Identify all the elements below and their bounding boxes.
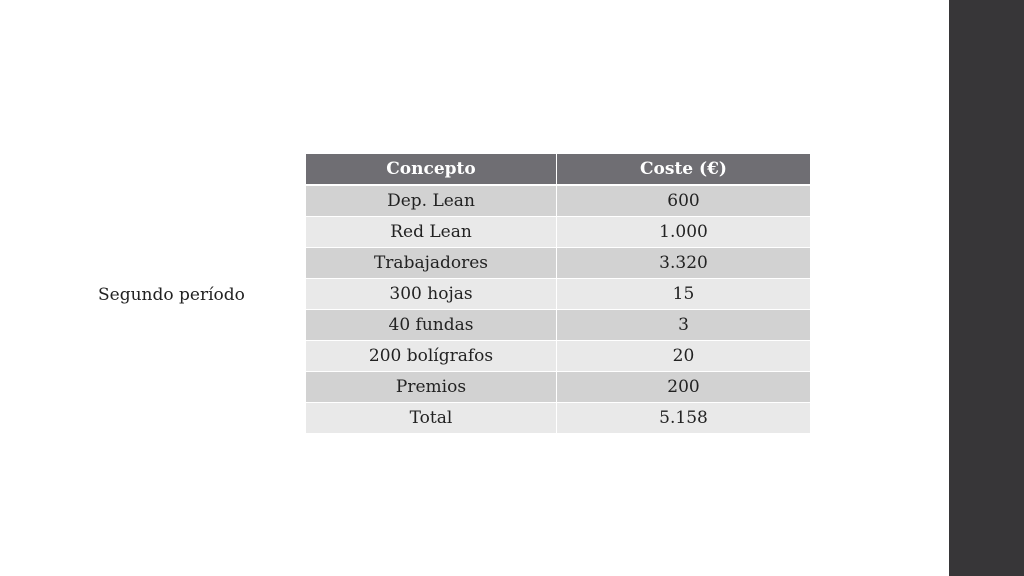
- period-label: Segundo período: [98, 285, 245, 305]
- cost-table: [306, 154, 810, 434]
- concept-cell: Dep. Lean: [306, 186, 557, 217]
- table-row: [306, 186, 810, 217]
- table-row: [306, 248, 810, 279]
- column-header-coste: Coste (€): [557, 154, 810, 186]
- table-header-row: [306, 154, 810, 186]
- concept-cell: 40 fundas: [306, 310, 557, 341]
- concept-cell: 300 hojas: [306, 279, 557, 310]
- cost-cell: 3: [557, 310, 810, 341]
- cost-cell: 200: [557, 372, 810, 403]
- cost-cell: 600: [557, 186, 810, 217]
- cost-cell: 3.320: [557, 248, 810, 279]
- concept-cell: Premios: [306, 372, 557, 403]
- table-row: [306, 310, 810, 341]
- concept-cell: Red Lean: [306, 217, 557, 248]
- concept-cell: Total: [306, 403, 557, 434]
- table-row-total: [306, 403, 810, 434]
- cost-cell: 5.158: [557, 403, 810, 434]
- concept-cell: Trabajadores: [306, 248, 557, 279]
- cost-cell: 1.000: [557, 217, 810, 248]
- concept-cell: 200 bolígrafos: [306, 341, 557, 372]
- table-row: [306, 372, 810, 403]
- right-side-bar: [949, 0, 1024, 576]
- cost-cell: 20: [557, 341, 810, 372]
- table-row: [306, 217, 810, 248]
- table-row: [306, 279, 810, 310]
- cost-cell: 15: [557, 279, 810, 310]
- table-row: [306, 341, 810, 372]
- column-header-concepto: Concepto: [306, 154, 557, 186]
